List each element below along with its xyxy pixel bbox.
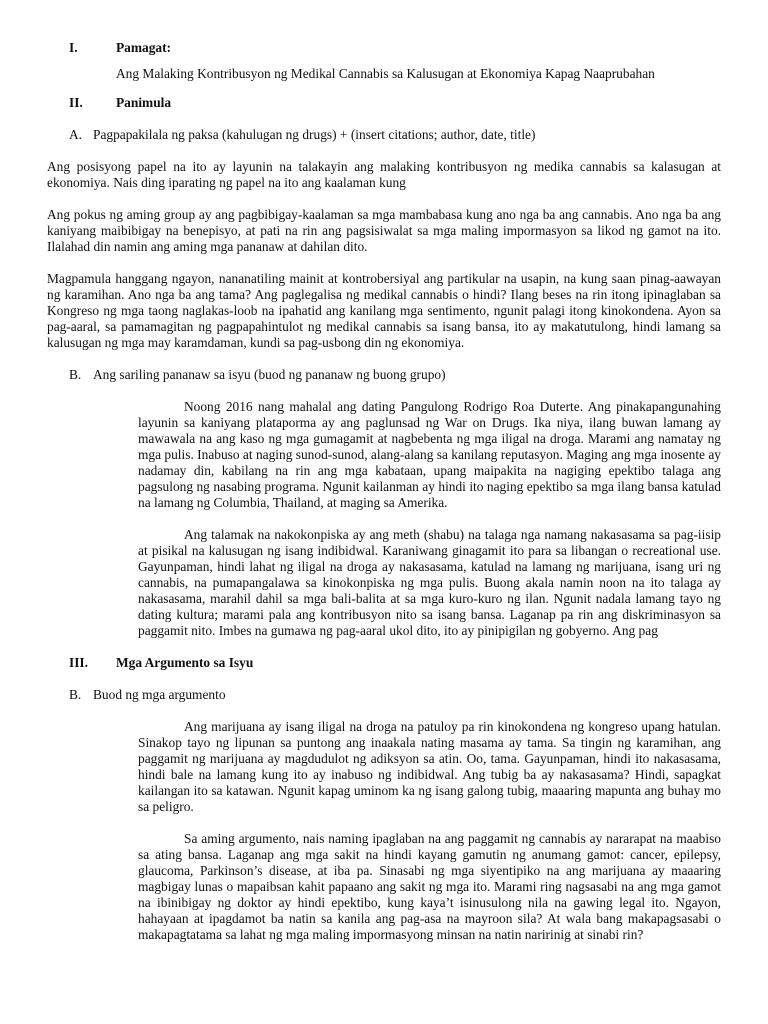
section-heading-pamagat — [47, 40, 721, 56]
section-number: III. — [69, 655, 88, 670]
section-heading-argumento — [47, 655, 721, 671]
section-number: I. — [69, 40, 78, 55]
subheading-text: Ang sariling pananaw sa isyu (buod ng pananaw ng buong grupo) — [93, 367, 446, 382]
section-number: II. — [69, 95, 83, 110]
subheading-letter: B. — [69, 687, 82, 702]
paragraph-intro-2: Ang pokus ng aming group ay ang pagbibigay-kaalaman sa mga mambabasa kung ano nga ba ang cannabis. Ano nga ba ang kaniyang maibibigay na benepisyo, at pati na rin ang pagsisiwalat sa mga maling impormasyon sa likod ng gamot na ito. Ilalahad din namin ang aming mga pananaw at dahilan dito. — [47, 207, 721, 254]
paragraph-pananaw-2: Ang talamak na nakokonpiska ay ang meth (shabu) na talaga nga namang nakasasama sa pag-iisip at pisikal na kalusugan ng isang indibidwal. Karaniwang ginagamit ito para sa libangan o recreational use. Gayunpaman, hindi lahat ng iligal na droga ay nakasasama, katulad na lamang ng marijuana, isang uri ng cannabis, na pumapangalawa sa kinokonpiska ng mga pulis. Buong akala namin noon na ito talaga ay nakasasama, marahil dahil sa mga bali-balita at sa mga kuro-kuro ng ilan. Ngunit nadala lamang tayo ng dating kultura; marami pala ang kontribusyon nito sa isang bansa. Laganap pa rin ang diskriminasyon sa paggamit nito. Imbes na gumawa ng pag-aaral ukol dito, ito ay pinipigilan ng gobyerno. Ang pag — [138, 527, 721, 638]
subheading-letter: B. — [69, 367, 82, 382]
subheading-b — [47, 367, 721, 383]
paragraph-intro-1: Ang posisyong papel na ito ay layunin na talakayin ang malaking kontribusyon ng medika cannabis sa kalasugan at ekonomiya. Nais ding iparating ng papel na ito ang kaalaman kung — [47, 159, 721, 190]
paragraph-argumento-2: Sa aming argumento, nais naming ipaglaban na ang paggamit ng cannabis ay nararapat na maabiso sa ating bansa. Laganap ang mga sakit na hindi kayang gamutin ng anumang gamot: cancer, epilepsy, glaucoma, Parkinson’s disease, at iba pa. Sinasabi ng mga siyentipiko na ang marijuana ay maaaring magbigay lunas o mapaibsan kahit papaano ang sakit ng mga ito. Marami ring nagsasabi na ang mga gamot na ibinibigay ng doktor ay hindi epektibo, kung kaya’t isinusulong nila na gawing legal ito. Ngayon, hahayaan at ipagdamot ba natin sa kanila ang pag-asa na mayroon sila? At wala bang makapagsasabi o makapagtatama sa lahat ng mga maling impormasyong minsan na natin naririnig at sinabi rin? — [138, 831, 721, 942]
section-title: Pamagat: — [116, 40, 172, 55]
subheading-text: Buod ng mga argumento — [93, 687, 226, 702]
document-title: Ang Malaking Kontribusyon ng Medikal Cannabis sa Kalusugan at Ekonomiya Kapag Naaprubahan — [116, 66, 655, 81]
paragraph-pananaw-1: Noong 2016 nang mahalal ang dating Pangulong Rodrigo Roa Duterte. Ang pinakapangunahing layunin sa kaniyang plataporma ay ang paglunsad ng War on Drugs. Ika niya, ilang buwan lamang ay mawawala na ang kaso ng mga gumagamit at nagbebenta ng mga iligal na droga. Marami ang namatay ng mga pulis. Inabuso at naging sunod-sunod, alang-alang sa kanilang reputasyon. Maging ang mga inosente ay nadamay din, kabilang na rin ang mga kabataan, upang maipakita na nagiging epektibo talaga ang pagsulong ng nasabing programa. Ngunit kailanman ay hindi ito naging epektibo sa mga ilang bansa katulad na lamang ng Columbia, Thailand, at maging sa Amerika. — [138, 399, 721, 510]
subheading-letter: A. — [69, 127, 83, 142]
section-heading-panimula — [47, 95, 721, 111]
subheading-b-argumento — [47, 687, 721, 703]
section-title: Mga Argumento sa Isyu — [116, 655, 254, 670]
paragraph-argumento-1: Ang marijuana ay isang iligal na droga na patuloy pa rin kinokondena ng kongreso upang hatulan. Sinakop tayo ng lipunan sa puntong ang inaakala nating masama ay tama. Sa tingin ng karamihan, ang paggamit ng marijuana ay magdudulot ng adiksyon sa atin. Oo, tama. Gayunpaman, hindi ito nakasasama, hindi bale na lamang kung ito ay inabuso ng indibidwal. Ang tubig ba ay nakasasama? Hindi, sapagkat kailangan ito sa katawan. Ngunit kapag uminom ka ng isang galong tubig, maaaring mapunta ang buhay mo sa peligro. — [138, 719, 721, 814]
subheading-text: Pagpapakilala ng paksa (kahulugan ng drugs) + (insert citations; author, date, title) — [93, 127, 536, 142]
paragraph-intro-3: Magpamula hanggang ngayon, nananatiling mainit at kontrobersiyal ang partikular na usapin, na kung saan pinag-aawayan ng karamihan. Ano nga ba ang tama? Ang paglegalisa ng medikal cannabis o hindi? Ilang beses na rin itong ipinaglaban sa Kongreso ng mga taong naglakas-loob na ipahatid ang kanilang mga sentimento, ngunit palagi itong kinokondena. Ayon sa pag-aaral, sa pamamagitan ng pagpapahintulot ng medikal cannabis sa isang bansa, ito ay makatutulong, hindi lamang sa kalusugan ng mga may karamdaman, kundi sa pag-usbong din ng ekonomiya. — [47, 271, 721, 350]
section-title: Panimula — [116, 95, 172, 110]
subheading-a — [47, 127, 721, 143]
